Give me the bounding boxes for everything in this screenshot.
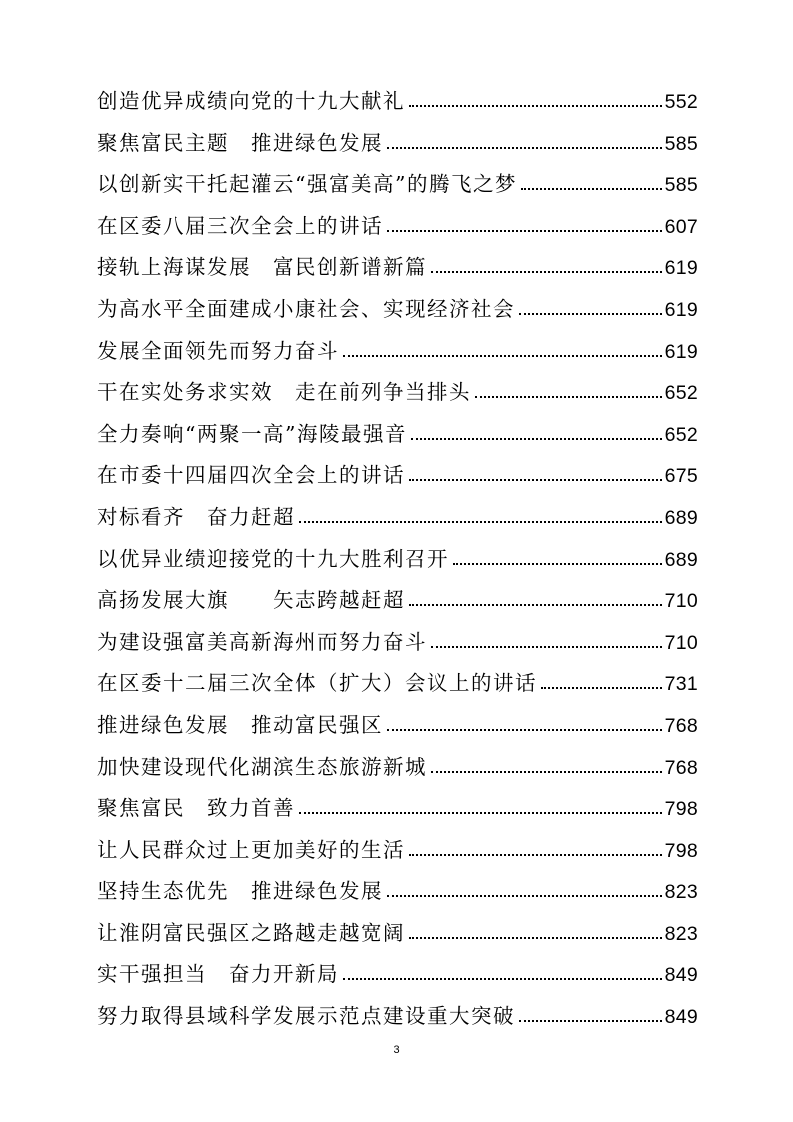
toc-entry[interactable] [97, 206, 698, 248]
toc-entry-page-number: 849 [664, 964, 698, 987]
toc-entry[interactable] [97, 414, 698, 456]
toc-dot-leader [299, 812, 662, 814]
toc-dot-leader [387, 147, 662, 149]
toc-dot-leader [409, 854, 662, 856]
toc-dot-leader [387, 729, 662, 731]
toc-dot-leader [431, 771, 662, 773]
toc-entry[interactable] [97, 913, 698, 955]
toc-entry-page-number: 798 [664, 798, 698, 821]
toc-entry[interactable] [97, 123, 698, 165]
toc-entry-title: 让淮阴富民强区之路越走越宽阔 [97, 920, 405, 945]
toc-entry[interactable] [97, 705, 698, 747]
toc-entry-page-number: 768 [664, 714, 698, 737]
toc-dot-leader [409, 479, 662, 481]
toc-dot-leader [409, 604, 662, 606]
toc-entry[interactable] [97, 954, 698, 996]
toc-dot-leader [541, 687, 662, 689]
toc-entry[interactable] [97, 871, 698, 913]
toc-entry-page-number: 689 [664, 548, 698, 571]
toc-dot-leader [519, 313, 662, 315]
toc-dot-leader [453, 563, 662, 565]
toc-entry-page-number: 619 [664, 340, 698, 363]
toc-entry-title: 对标看齐 奋力赶超 [97, 504, 295, 529]
toc-dot-leader [431, 646, 662, 648]
toc-entry-title: 以优异业绩迎接党的十九大胜利召开 [97, 546, 449, 571]
toc-entry-title: 为高水平全面建成小康社会、实现经济社会 [97, 296, 515, 321]
toc-entry-page-number: 823 [664, 922, 698, 945]
toc-entry-title: 为建设强富美高新海州而努力奋斗 [97, 629, 427, 654]
toc-dot-leader [387, 895, 662, 897]
toc-entry-page-number: 652 [664, 423, 698, 446]
toc-entry-page-number: 585 [664, 132, 698, 155]
page-number: 3 [393, 1044, 400, 1056]
toc-entry-page-number: 619 [664, 298, 698, 321]
toc-entry-title: 接轨上海谋发展 富民创新谱新篇 [97, 255, 427, 280]
toc-entry-title: 加快建设现代化湖滨生态旅游新城 [97, 754, 427, 779]
toc-entry[interactable] [97, 747, 698, 789]
toc-dot-leader [299, 521, 662, 523]
toc-dot-leader [343, 355, 662, 357]
toc-entry-page-number: 798 [664, 839, 698, 862]
toc-dot-leader [343, 978, 662, 980]
toc-entry-title: 创造优异成绩向党的十九大献礼 [97, 89, 405, 113]
toc-entry-page-number: 710 [664, 590, 698, 613]
toc-entry-page-number: 607 [664, 215, 698, 238]
toc-entry[interactable] [97, 455, 698, 497]
toc-entry-title: 在区委八届三次全会上的讲话 [97, 213, 383, 238]
toc-entry-page-number: 768 [664, 756, 698, 779]
toc-entry-title: 让人民群众过上更加美好的生活 [97, 837, 405, 862]
toc-entry-title: 高扬发展大旗 矢志跨越赶超 [97, 588, 405, 613]
toc-dot-leader [519, 1020, 662, 1022]
toc-entry-page-number: 731 [664, 673, 698, 696]
toc-entry[interactable] [97, 539, 698, 581]
toc-dot-leader [411, 438, 662, 440]
toc-dot-leader [409, 937, 662, 939]
toc-entry[interactable] [97, 622, 698, 664]
toc-entry[interactable] [97, 996, 698, 1038]
toc-entry-title: 全力奏响“两聚一高”海陵最强音 [97, 421, 407, 446]
toc-entry[interactable] [97, 580, 698, 622]
toc-entry[interactable] [97, 497, 698, 539]
toc-entry[interactable] [97, 830, 698, 872]
toc-entry-page-number: 823 [664, 881, 698, 904]
toc-entry-title: 在市委十四届四次全会上的讲话 [97, 463, 405, 488]
toc-entry[interactable] [97, 788, 698, 830]
toc-entry-title: 坚持生态优先 推进绿色发展 [97, 879, 383, 904]
toc-entry[interactable] [97, 247, 698, 289]
toc-entry-page-number: 619 [664, 257, 698, 280]
toc-entry-page-number: 849 [664, 1006, 698, 1029]
toc-dot-leader [409, 105, 662, 107]
toc-entry-page-number: 710 [664, 631, 698, 654]
toc-entry-page-number: 652 [664, 382, 698, 405]
toc-entry-title: 以创新实干托起灌云“强富美高”的腾飞之梦 [97, 172, 517, 197]
toc-entry-page-number: 675 [664, 465, 698, 488]
toc-entry-page-number: 585 [664, 174, 698, 197]
toc-dot-leader [387, 230, 662, 232]
toc-entry-title: 在区委十二届三次全体（扩大）会议上的讲话 [97, 671, 537, 696]
toc-dot-leader [431, 271, 662, 273]
toc-entry-title: 实干强担当 奋力开新局 [97, 962, 339, 987]
toc-dot-leader [475, 396, 662, 398]
toc-entry-title: 干在实处务求实效 走在前列争当排头 [97, 380, 471, 405]
toc-entry[interactable] [97, 81, 698, 123]
toc-entry-title: 努力取得县域科学发展示范点建设重大突破 [97, 1004, 515, 1029]
toc-entry-page-number: 552 [664, 91, 698, 113]
toc-entry[interactable] [97, 289, 698, 331]
toc-entry-title: 聚焦富民主题 推进绿色发展 [97, 130, 383, 155]
toc-entry-title: 聚焦富民 致力首善 [97, 796, 295, 821]
toc-entry[interactable] [97, 164, 698, 206]
toc-entry[interactable] [97, 372, 698, 414]
toc-entry[interactable] [97, 663, 698, 705]
table-of-contents [97, 81, 698, 1038]
toc-entry[interactable] [97, 331, 698, 373]
toc-dot-leader [521, 188, 662, 190]
toc-entry-page-number: 689 [664, 506, 698, 529]
toc-entry-title: 推进绿色发展 推动富民强区 [97, 712, 383, 737]
toc-entry-title: 发展全面领先而努力奋斗 [97, 338, 339, 363]
